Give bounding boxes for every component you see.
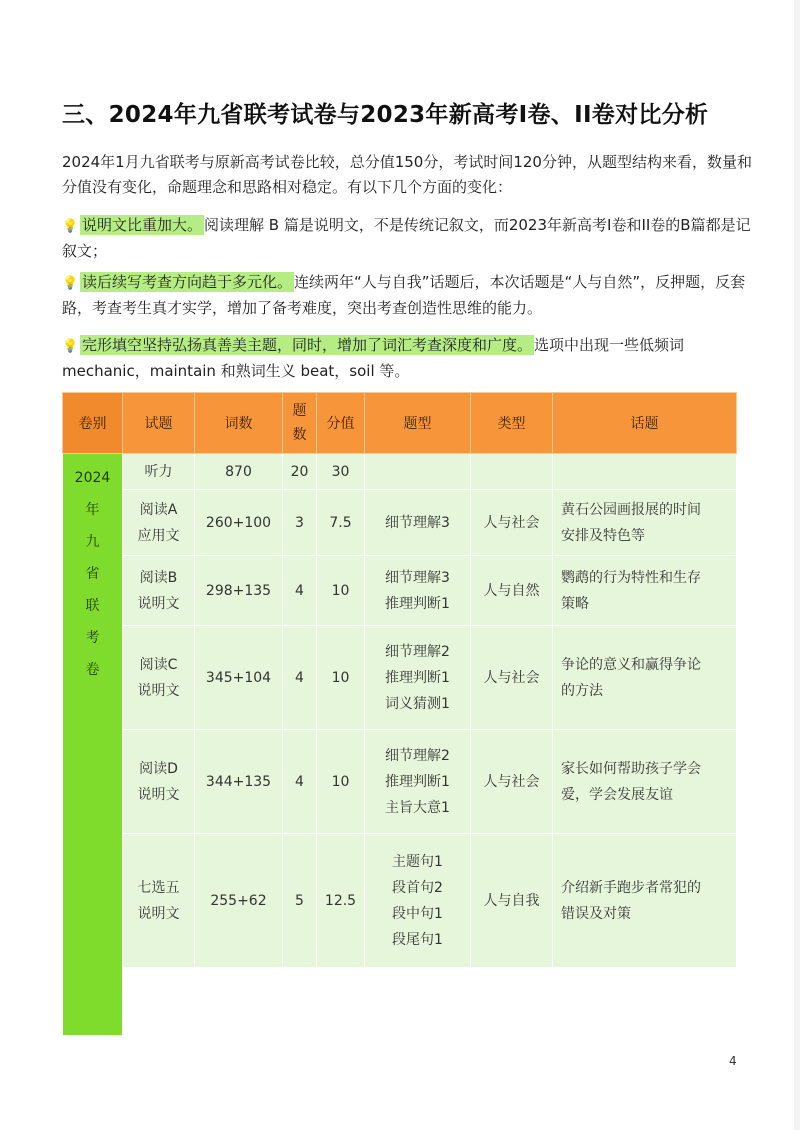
cell-fenzhi: 30	[317, 454, 365, 490]
cell-tishu: 3	[283, 490, 317, 556]
cell-cishu: 345+104	[195, 626, 283, 730]
cell-cishu: 870	[195, 454, 283, 490]
header-shiti: 试题	[123, 393, 195, 454]
cell-fenzhi: 12.5	[317, 834, 365, 968]
point-text: 阅读理解 B 篇是说明文，不是传统记叙文，而2023年新高考I卷和II卷的B篇都是记叙文；	[62, 216, 751, 260]
cell-leixing: 人与社会	[471, 490, 553, 556]
comparison-table-wrap	[62, 392, 736, 1036]
table-filler	[123, 968, 737, 1036]
highlight-text: 读后续写考查方向趋于多元化。	[82, 273, 293, 291]
cell-tishu: 4	[283, 556, 317, 626]
exam-label-char: 2024	[74, 470, 111, 486]
tixing-line: 细节理解2	[385, 643, 450, 660]
shiti-line: 说明文	[137, 682, 180, 699]
cell-shiti	[123, 556, 195, 626]
shiti-line: 阅读C	[139, 656, 178, 673]
huati-line: 黄石公园画报展的时间	[561, 501, 701, 518]
huati-line: 安排及特色等	[561, 527, 645, 544]
highlight-text: 完形填空坚持弘扬真善美主题，同时，增加了词汇考查深度和广度。	[82, 336, 533, 354]
intro-paragraph: 2024年1月九省联考与原新高考试卷比较，总分值150分，考试时间120分钟，从题型结构来看，数量和分值没有变化，命题理念和思路相对稳定。有以下几个方面的变化：	[62, 153, 752, 196]
cell-cishu: 260+100	[195, 490, 283, 556]
cell-cishu: 255+62	[195, 834, 283, 968]
exam-label-char: 省	[85, 566, 100, 582]
cell-tixing	[365, 626, 471, 730]
point-text: 选项中出现一些低频词 mechanic，maintain 和熟词生义 beat，soil 等。	[62, 336, 685, 380]
header-tishu-line1: 题	[292, 403, 307, 419]
tixing-line: 词义猜测1	[385, 695, 450, 712]
exam-label-char: 考	[85, 630, 100, 646]
huati-line: 爱，学会发展友谊	[561, 786, 673, 803]
tixing-line: 段中句1	[392, 905, 443, 922]
change-point-1	[62, 213, 752, 264]
huati-line: 的方法	[561, 682, 603, 699]
cell-tishu: 4	[283, 626, 317, 730]
tixing-line: 推理判断1	[385, 773, 450, 790]
cell-leixing: 人与自我	[471, 834, 553, 968]
cell-leixing	[471, 454, 553, 490]
cell-fenzhi: 10	[317, 556, 365, 626]
huati-line: 错误及对策	[561, 905, 631, 922]
lightbulb-icon: 💡	[62, 276, 79, 291]
cell-shiti	[123, 834, 195, 968]
cell-leixing: 人与社会	[471, 730, 553, 834]
table-row	[63, 490, 737, 556]
header-tishu	[283, 393, 317, 454]
huati-line: 争论的意义和赢得争论	[561, 656, 701, 673]
cell-huati	[553, 730, 737, 834]
cell-cishu: 298+135	[195, 556, 283, 626]
huati-line: 介绍新手跑步者常犯的	[561, 879, 701, 896]
exam-label-char: 联	[85, 598, 100, 614]
huati-line: 家长如何帮助孩子学会	[561, 760, 701, 777]
shiti-line: 听力	[144, 463, 173, 480]
tixing-line: 推理判断1	[385, 669, 450, 686]
cell-huati	[553, 556, 737, 626]
page-number: 4	[729, 1054, 737, 1068]
shiti-line: 七选五	[137, 879, 180, 896]
cell-tixing	[365, 730, 471, 834]
table-row	[63, 626, 737, 730]
huati-line: 鹦鹉的行为特性和生存	[561, 569, 701, 586]
cell-huati	[553, 626, 737, 730]
shiti-line: 阅读D	[139, 760, 178, 777]
header-leixing: 类型	[471, 393, 553, 454]
cell-tixing	[365, 556, 471, 626]
cell-shiti	[123, 490, 195, 556]
cell-shiti	[123, 730, 195, 834]
lightbulb-icon: 💡	[62, 339, 79, 354]
shiti-line: 阅读A	[139, 501, 178, 518]
highlight-text: 说明文比重加大。	[82, 216, 203, 234]
cell-tishu: 4	[283, 730, 317, 834]
point-text: 连续两年“人与自我”话题后，本次话题是“人与自然”，反押题，反套路，考查考生真才实学，增加了备考难度，突出考查创造性思维的能力。	[62, 273, 746, 317]
tixing-line: 段首句2	[392, 879, 443, 896]
table-header-row	[63, 393, 737, 454]
exam-label-char: 九	[85, 534, 100, 550]
cell-fenzhi: 10	[317, 626, 365, 730]
tixing-line: 细节理解2	[385, 747, 450, 764]
table-filler-row	[63, 968, 737, 1036]
table-row	[63, 454, 737, 490]
table-row	[63, 556, 737, 626]
page-edge	[794, 0, 800, 1130]
header-cishu: 词数	[195, 393, 283, 454]
cell-huati	[553, 490, 737, 556]
tixing-line: 主题句1	[392, 853, 443, 870]
cell-tishu: 5	[283, 834, 317, 968]
huati-line: 策略	[561, 595, 589, 612]
cell-tixing	[365, 454, 471, 490]
section-title: 三、2024年九省联考试卷与2023年新高考I卷、II卷对比分析	[62, 102, 709, 128]
cell-leixing: 人与社会	[471, 626, 553, 730]
shiti-line: 说明文	[137, 595, 180, 612]
lightbulb-icon: 💡	[62, 219, 79, 234]
change-point-2	[62, 270, 752, 321]
comparison-table	[62, 392, 737, 1036]
cell-shiti	[123, 626, 195, 730]
shiti-line: 阅读B	[139, 569, 178, 586]
header-tixing: 题型	[365, 393, 471, 454]
exam-label-cell	[63, 454, 123, 1036]
shiti-line: 说明文	[137, 786, 180, 803]
exam-label-char: 年	[85, 502, 100, 518]
cell-tixing	[365, 834, 471, 968]
tixing-line: 细节理解3	[385, 514, 450, 531]
tixing-line: 段尾句1	[392, 931, 443, 948]
header-huati: 话题	[553, 393, 737, 454]
shiti-line: 说明文	[137, 905, 180, 922]
exam-label-char: 卷	[85, 662, 100, 678]
cell-leixing: 人与自然	[471, 556, 553, 626]
change-point-3	[62, 333, 752, 384]
cell-huati	[553, 454, 737, 490]
cell-fenzhi: 10	[317, 730, 365, 834]
table-row	[63, 730, 737, 834]
cell-shiti	[123, 454, 195, 490]
cell-tixing	[365, 490, 471, 556]
tixing-line: 细节理解3	[385, 569, 450, 586]
cell-fenzhi: 7.5	[317, 490, 365, 556]
cell-tishu: 20	[283, 454, 317, 490]
cell-huati	[553, 834, 737, 968]
header-tishu-line2: 数	[292, 427, 307, 443]
tixing-line: 主旨大意1	[385, 799, 450, 816]
table-row	[63, 834, 737, 968]
tixing-line: 推理判断1	[385, 595, 450, 612]
header-juanbie: 卷别	[63, 393, 123, 454]
shiti-line: 应用文	[137, 527, 180, 544]
cell-cishu: 344+135	[195, 730, 283, 834]
header-fenzhi: 分值	[317, 393, 365, 454]
